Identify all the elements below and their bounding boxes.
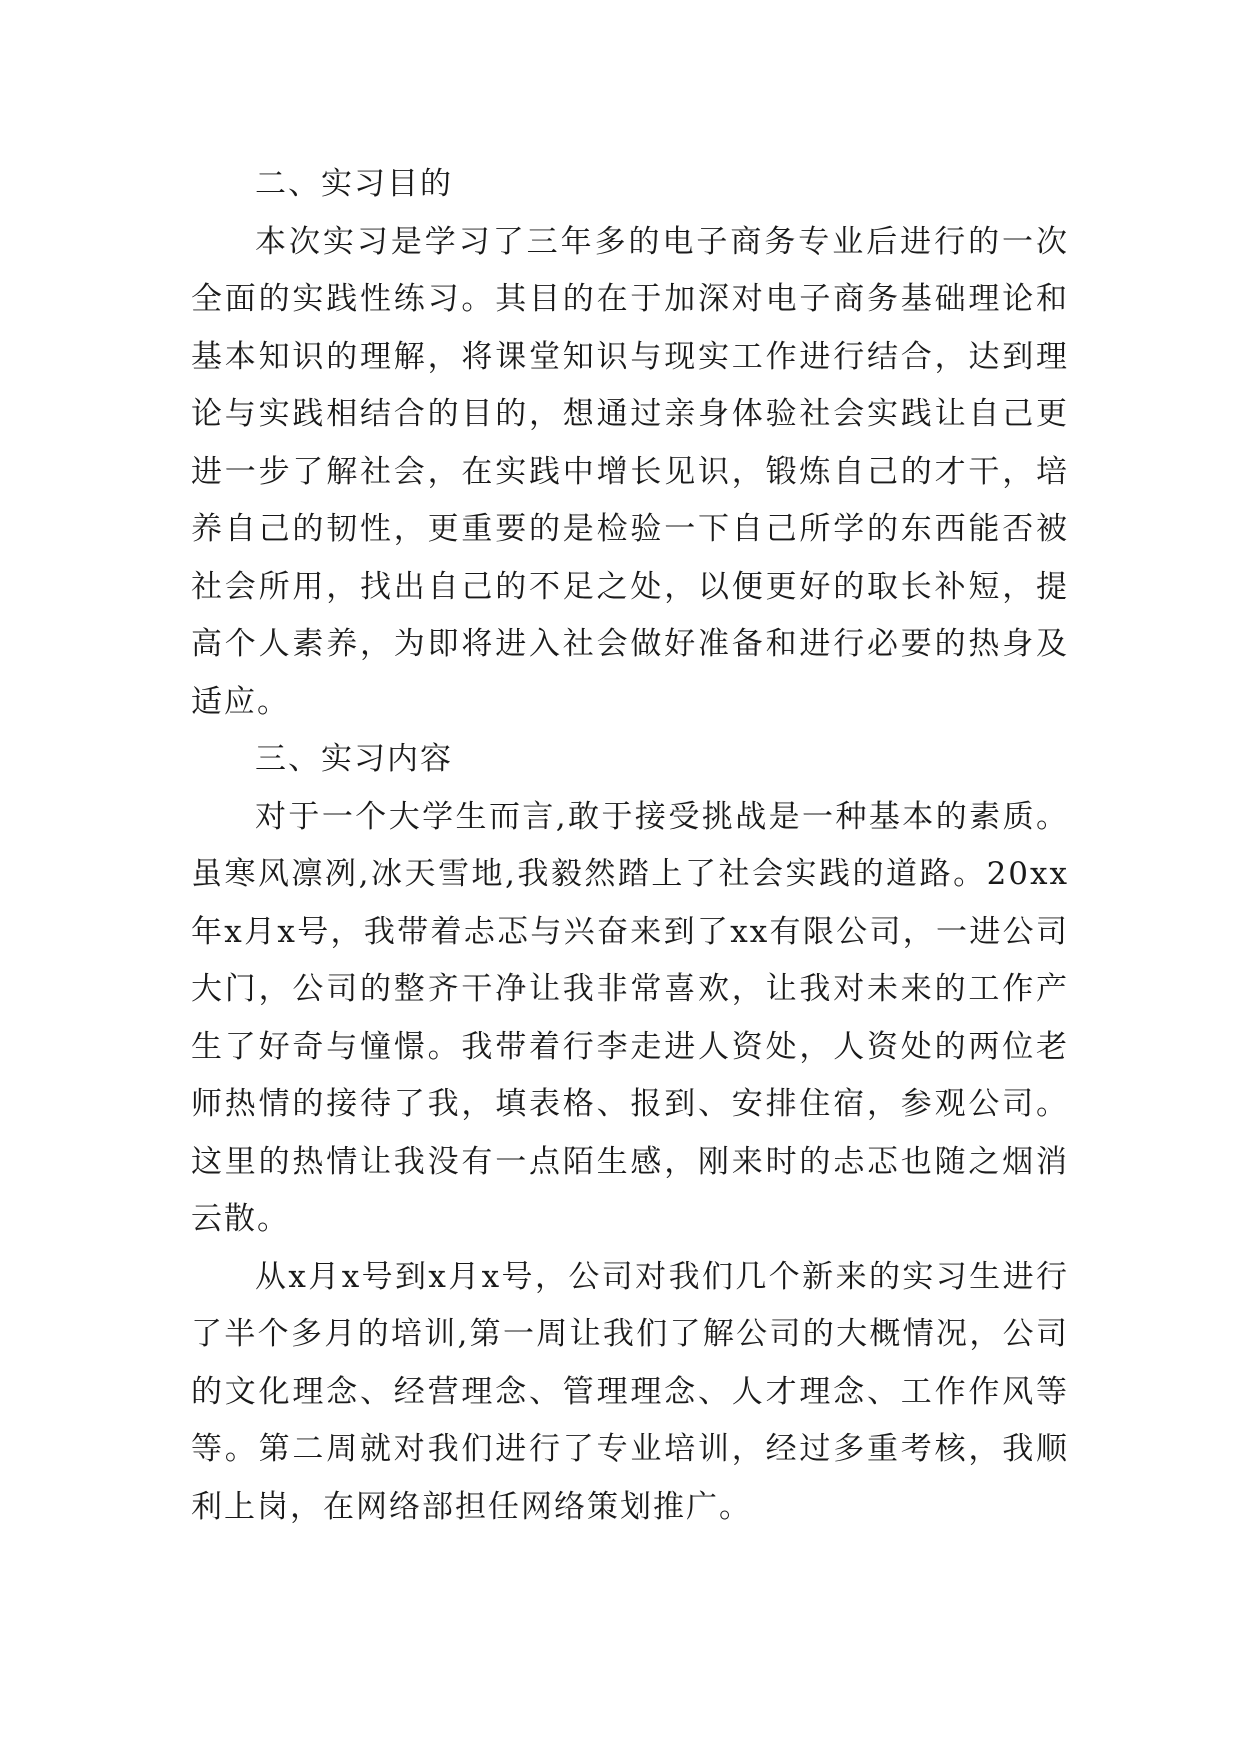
section-heading-content: 三、实习内容 bbox=[255, 741, 453, 777]
section-heading-purpose: 二、实习目的 bbox=[255, 166, 453, 202]
paragraph-content-training: 从x月x号到x月x号，公司对我们几个新来的实习生进行了半个多月的培训,第一周让我们了解公司的大概情况，公司的文化理念、经营理念、管理理念、人才理念、工作作风等等。第二周就对我们进行了专业培训，经过多重考核，我顺利上岗，在网络部担任网络策划推广。 bbox=[191, 1258, 1069, 1525]
paragraph-purpose: 本次实习是学习了三年多的电子商务专业后进行的一次全面的实践性练习。其目的在于加深对电子商务基础理论和基本知识的理解，将课堂知识与现实工作进行结合，达到理论与实践相结合的目的，想通过亲身体验社会实践让自己更进一步了解社会，在实践中增长见识，锻炼自己的才干，培养自己的韧性，更重要的是检验一下自己所学的东西能否被社会所用，找出自己的不足之处，以便更好的取长补短，提高个人素养，为即将进入社会做好准备和进行必要的热身及适应。 bbox=[191, 223, 1069, 720]
paragraph-content-arrival: 对于一个大学生而言,敢于接受挑战是一种基本的素质。虽寒风凛冽,冰天雪地,我毅然踏上了社会实践的道路。20xx年x月x号，我带着忐忑与兴奋来到了xx有限公司，一进公司大门，公司的整齐干净让我非常喜欢，让我对未来的工作产生了好奇与憧憬。我带着行李走进人资处，人资处的两位老师热情的接待了我，填表格、报到、安排住宿，参观公司。这里的热情让我没有一点陌生感，刚来时的忐忑也随之烟消云散。 bbox=[191, 798, 1069, 1237]
document-page bbox=[191, 156, 1069, 1536]
